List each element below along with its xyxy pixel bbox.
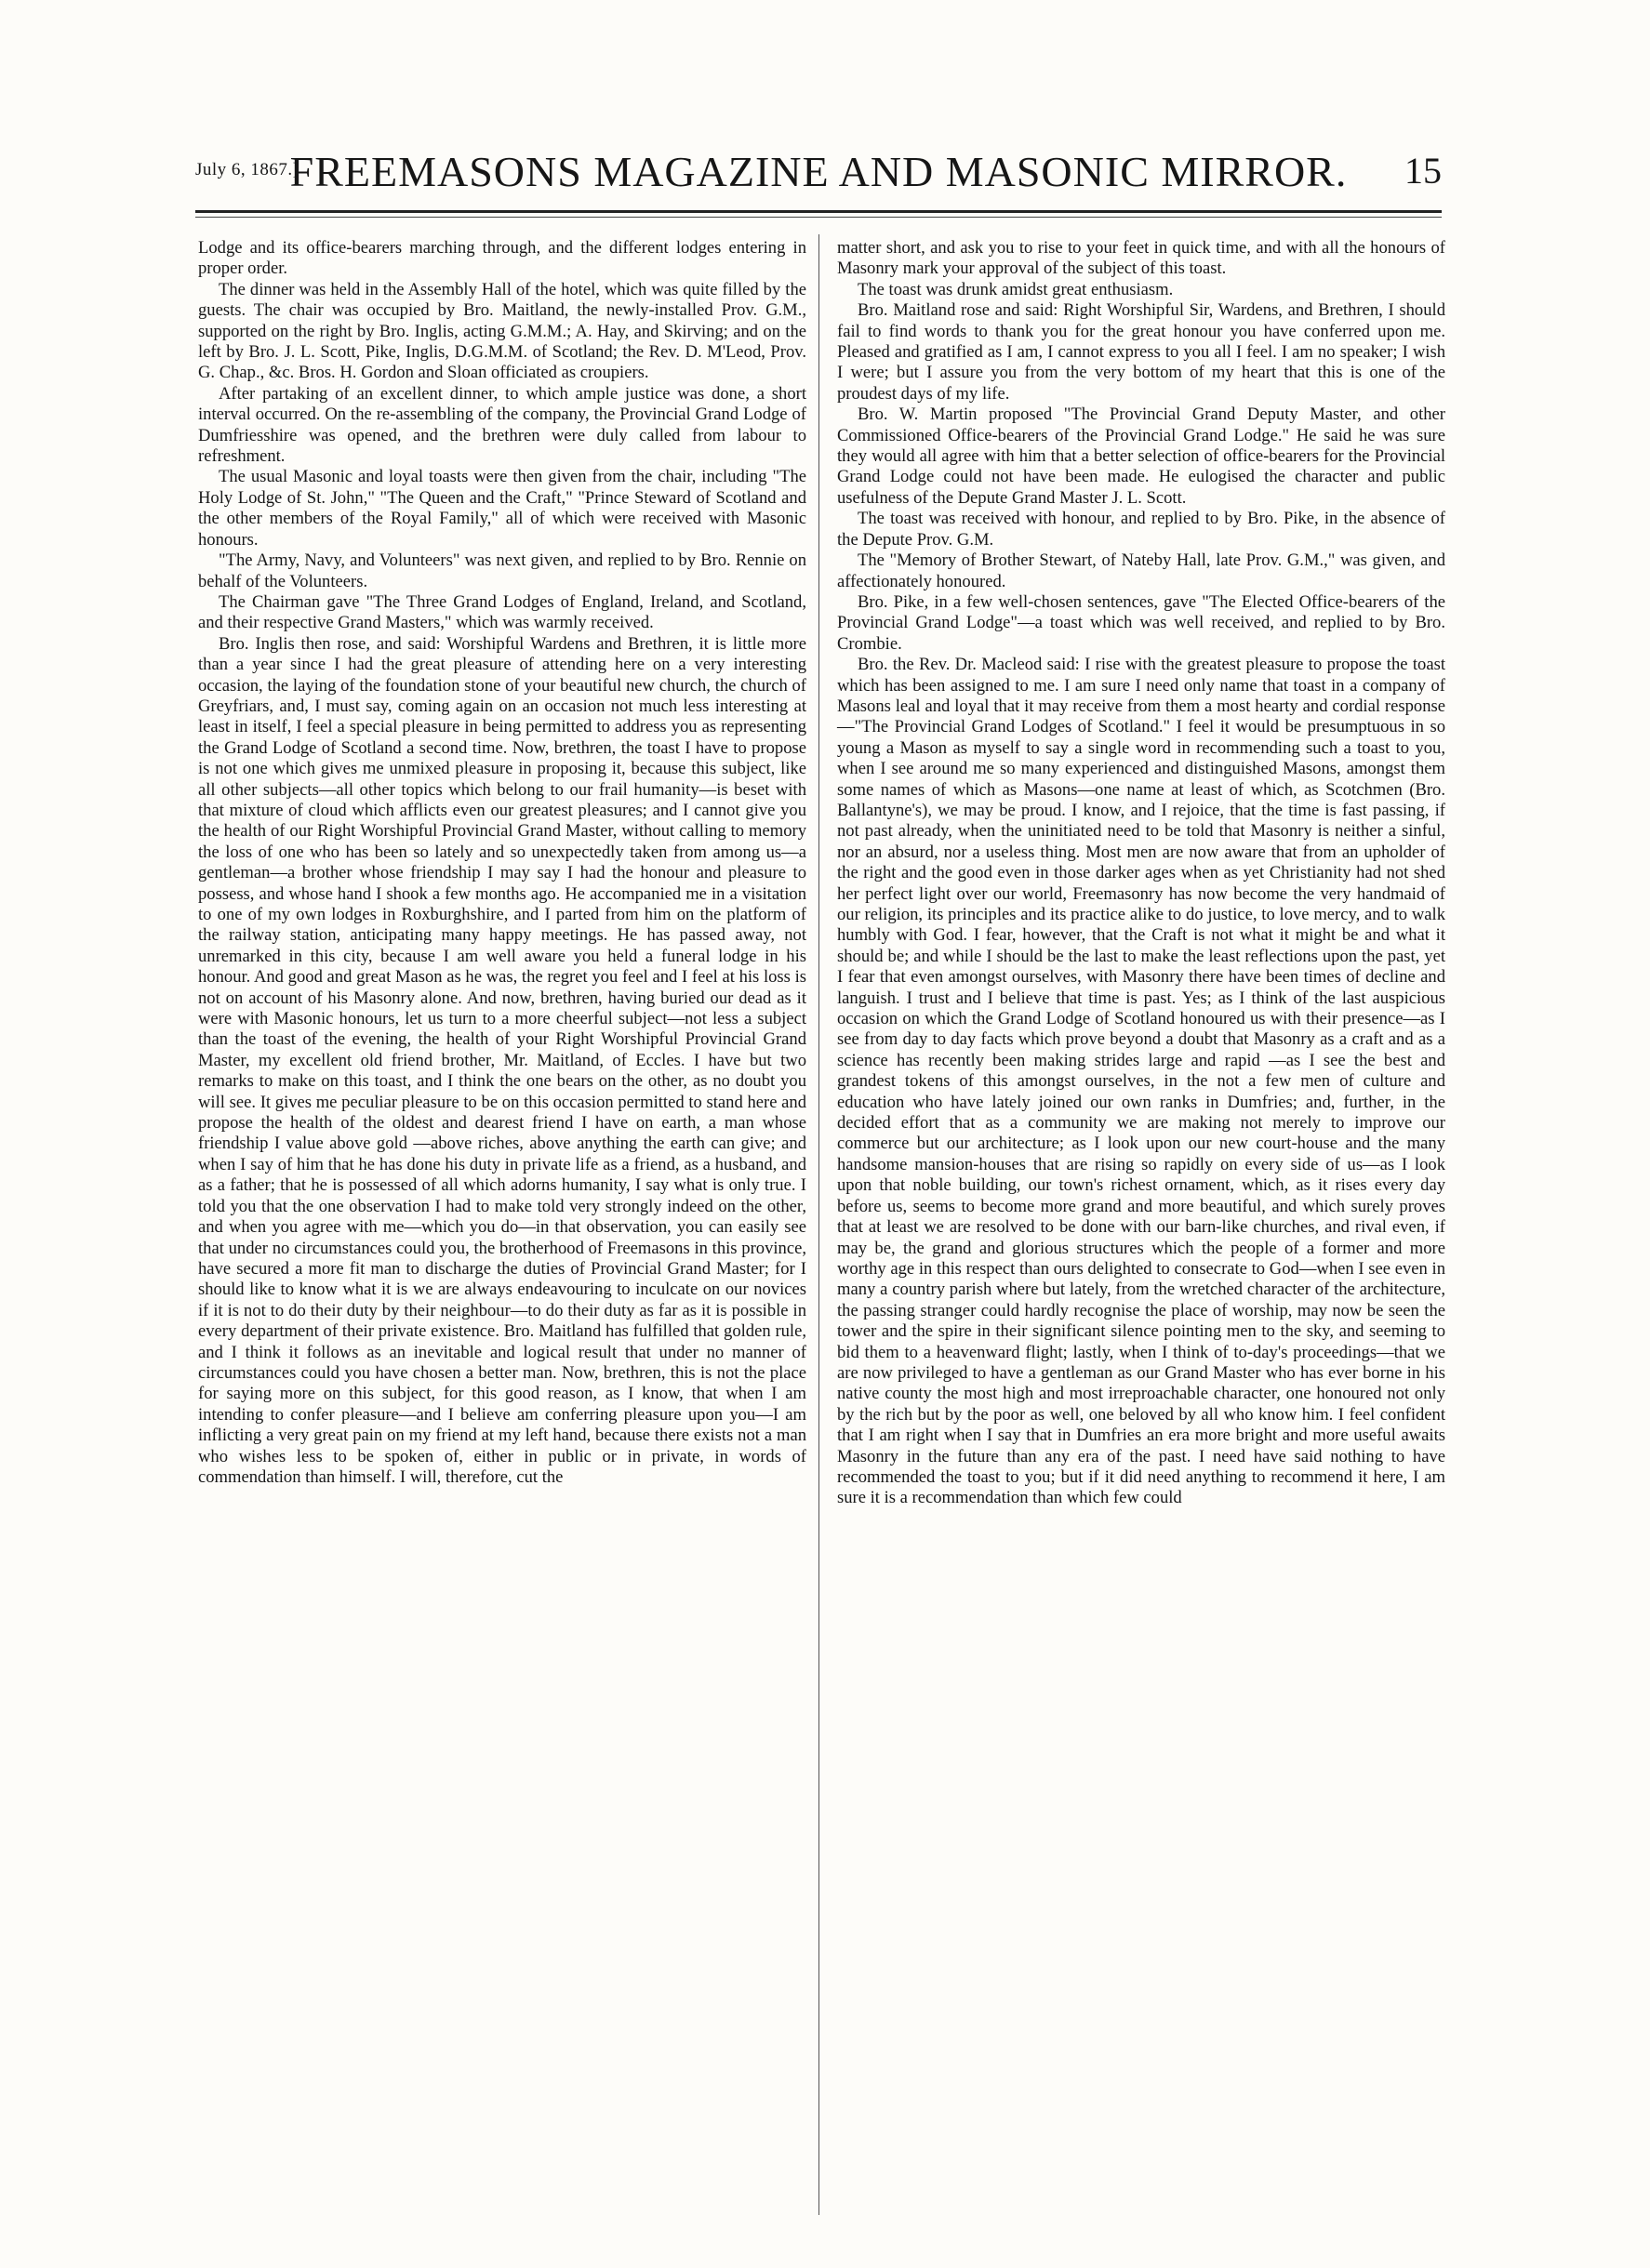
paragraph: Bro. W. Martin proposed "The Provincial Grand Deputy Master, and other Commissioned Office-bearers of the Provincial Grand Lodge." He said he was sure they would all agree with him that a better selection of office-bearers for the Provincial Grand Lodge could not have been made. He eulogised the character and public usefulness of the Depute Grand Master J. L. Scott.: [837, 405, 1445, 508]
page-number: 15: [1404, 150, 1442, 192]
page-header: [195, 147, 1442, 203]
masthead-title: FREEMASONS MAGAZINE AND MASONIC MIRROR.: [289, 148, 1348, 195]
right-column: [837, 238, 1445, 1509]
paragraph: matter short, and ask you to rise to your feet in quick time, and with all the honours of Masonry mark your approval of the subject of this toast.: [837, 238, 1445, 279]
column-divider: [818, 234, 819, 2215]
paragraph: Bro. the Rev. Dr. Macleod said: I rise with the greatest pleasure to propose the toast which has been assigned to me. I am sure I need only name that toast in a company of Masons leal and loyal that it may receive from them a most hearty and cordial response—"The Provincial Grand Lodges of Scotland." I feel it would be presumptuous in so young a Mason as myself to say a single word in recommending such a toast to you, when I see around me so many experienced and distinguished Masons, amongst them some names of which as Masons—one name at least of which, as Scotchmen (Bro. Ballantyne's), we may be proud. I know, and I rejoice, that the time is fast passing, if not past already, when the uninitiated need to be told that Masonry is neither a sinful, nor an absurd, nor a useless thing. Most men are now aware that from an upholder of the right and the good even in those darker ages when as yet Christianity had not shed her perfect light over our world, Freemasonry has now become the very handmaid of our religion, its principles and its practice alike to do justice, to love mercy, and to walk humbly with God. I fear, however, that the Craft is not what it might be and what it should be; and while I should be the last to make the least reflections upon the past, yet I fear that even amongst ourselves, with Masonry there have been times of decline and languish. I trust and I believe that time is past. Yes; as I think of the last auspicious occasion on which the Grand Lodge of Scotland honoured us with their presence—as I see from day to day facts which prove beyond a doubt that Masonry as a craft and as a science has recently been making strides large and rapid —as I see the best and grandest tokens of this amongst ourselves, in the not a few men of culture and education who have lately joined our own ranks in Dumfries; and, further, in the decided effort that as a community we are making not merely to improve our commerce but our architecture; as I look upon our new court-house and the many handsome mansion-houses that are rising so rapidly on every side of us—as I look upon that noble building, our town's richest ornament, which, as it rises every day before us, seems to become more grand and more beautiful, and which surely proves that at least we are resolved to be done with our barn-like churches, and rival even, if may be, the grand and glorious structures which the people of a former and more worthy age in this respect than ours delighted to consecrate to God—when I see even in many a country parish where but lately, from the wretched character of the architecture, the passing stranger could hardly recognise the place of worship, may now be seen the tower and the spire in their significant silence pointing men to the sky, and seeming to bid them to a heavenward flight; lastly, when I think of to-day's proceedings—that we are now privileged to have a gentleman as our Grand Master who has ever borne in his native county the most high and most irreproachable character, one honoured not only by the rich but by the poor as well, one beloved by all who know him. I feel confident that I am right when I say that in Dumfries an era more bright and more useful awaits Masonry in the future than any era of the past. I need have said nothing to have recommended the toast to you; but if it did need anything to recommend it here, I am sure it is a recommendation than which few could: [837, 655, 1445, 1508]
paragraph: The toast was received with honour, and replied to by Bro. Pike, in the absence of the Depute Prov. G.M.: [837, 509, 1445, 550]
paragraph: The dinner was held in the Assembly Hall of the hotel, which was quite filled by the guests. The chair was occupied by Bro. Maitland, the newly-installed Prov. G.M., supported on the right by Bro. Inglis, acting G.M.M.; A. Hay, and Skirving; and on the left by Bro. J. L. Scott, Pike, Inglis, D.G.M.M. of Scotland; the Rev. D. M'Leod, Prov. G. Chap., &c. Bros. H. Gordon and Sloan officiated as croupiers.: [198, 279, 806, 383]
paragraph: Bro. Maitland rose and said: Right Worshipful Sir, Wardens, and Brethren, I should fail to find words to thank you for the great honour you have conferred upon me. Pleased and gratified as I am, I cannot express to you all I feel. I am no speaker; I wish I were; but I assure you from the very bottom of my heart that this is one of the proudest days of my life.: [837, 300, 1445, 404]
header-rule-thin: [195, 217, 1442, 218]
paragraph: "The Army, Navy, and Volunteers" was next given, and replied to by Bro. Rennie on behalf of the Volunteers.: [198, 550, 806, 591]
paragraph: Lodge and its office-bearers marching through, and the different lodges entering in proper order.: [198, 238, 806, 279]
paragraph: The usual Masonic and loyal toasts were then given from the chair, including "The Holy Lodge of St. John," "The Queen and the Craft," "Prince Steward of Scotland and the other members of the Royal Family," all of which were received with Masonic honours.: [198, 467, 806, 550]
paragraph: Bro. Pike, in a few well-chosen sentences, gave "The Elected Office-bearers of the Provincial Grand Lodge"—a toast which was well received, and replied to by Bro. Crombie.: [837, 591, 1445, 654]
paragraph: The toast was drunk amidst great enthusiasm.: [858, 279, 1174, 299]
left-column: [198, 238, 806, 1488]
paragraph: After partaking of an excellent dinner, to which ample justice was done, a short interval occurred. On the re-assembling of the company, the Provincial Grand Lodge of Dumfriesshire was opened, and the brethren were duly called from labour to refreshment.: [198, 383, 806, 467]
header-rule-thick: [195, 210, 1442, 213]
paragraph: The Chairman gave "The Three Grand Lodges of England, Ireland, and Scotland, and their respective Grand Masters," which was warmly received.: [198, 591, 806, 633]
issue-date: July 6, 1867.]: [195, 160, 299, 179]
paragraph: The "Memory of Brother Stewart, of Nateby Hall, late Prov. G.M.," was given, and affectionately honoured.: [837, 550, 1445, 591]
paragraph: Bro. Inglis then rose, and said: Worshipful Wardens and Brethren, it is little more than a year since I had the great pleasure of attending here on a very interesting occasion, the laying of the foundation stone of your beautiful new church, the church of Greyfriars, and, I must say, coming again on an occasion not much less interesting at least in itself, I feel a special pleasure in being permitted to address you as representing the Grand Lodge of Scotland a second time. Now, brethren, the toast I have to propose is not one which gives me unmixed pleasure in proposing it, because this subject, like all other subjects—all other topics which belong to our frail humanity—is beset with that mixture of cloud which afflicts even our greatest pleasures; and I cannot give you the health of our Right Worshipful Provincial Grand Master, without calling to memory the loss of one who has been so lately and so unexpectedly taken from among us—a gentleman—a brother whose friendship I may say I had the honour and pleasure to possess, and whose hand I shook a few months ago. He accompanied me in a visitation to one of my own lodges in Roxburghshire, and I parted from him on the platform of the railway station, anticipating many happy meetings. He has passed away, not unremarked in this city, because I am well aware you held a funeral lodge in his honour. And good and great Mason as he was, the regret you feel and I feel at his loss is not on account of his Masonry alone. And now, brethren, having buried our dead as it were with Masonic honours, let us turn to a more cheerful subject—not less a subject than the toast of the evening, the health of your Right Worshipful Provincial Grand Master, my excellent old friend brother, Mr. Maitland, of Eccles. I have but two remarks to make on this toast, and I think the one bears on the other, as no doubt you will see. It gives me peculiar pleasure to be on this occasion permitted to stand here and propose the health of the oldest and dearest friend I have on earth, a man whose friendship I value above gold —above riches, above anything the earth can give; and when I say of him that he has done his duty in private life as a friend, as a husband, and as a father; that he is possessed of all which adorns humanity, I say what is only true. I told you that the one observation I had to make told very strongly indeed on the other, and when you agree with me—which you do—in that observation, you can easily see that under no circumstances could you, the brotherhood of Freemasons in this province, have secured a more fit man to discharge the duties of Provincial Grand Master; for I should like to know what it is we are always endeavouring to inculcate on our novices if it is not to do their duty by their neighbour—to do their duty as far as it is possible in every department of their private existence. Bro. Maitland has fulfilled that golden rule, and I think it follows as an inevitable and logical result that under no manner of circumstances could you have chosen a better man. Now, brethren, this is not the place for saying more on this subject, for this good reason, as I know, that when I am intending to confer pleasure—and I believe am conferring pleasure upon you—I am inflicting a very great pain on my friend at my left hand, because there exists not a man who wishes less to be spoken of, either in public or in private, in words of commendation than himself. I will, therefore, cut the: [198, 633, 806, 1487]
